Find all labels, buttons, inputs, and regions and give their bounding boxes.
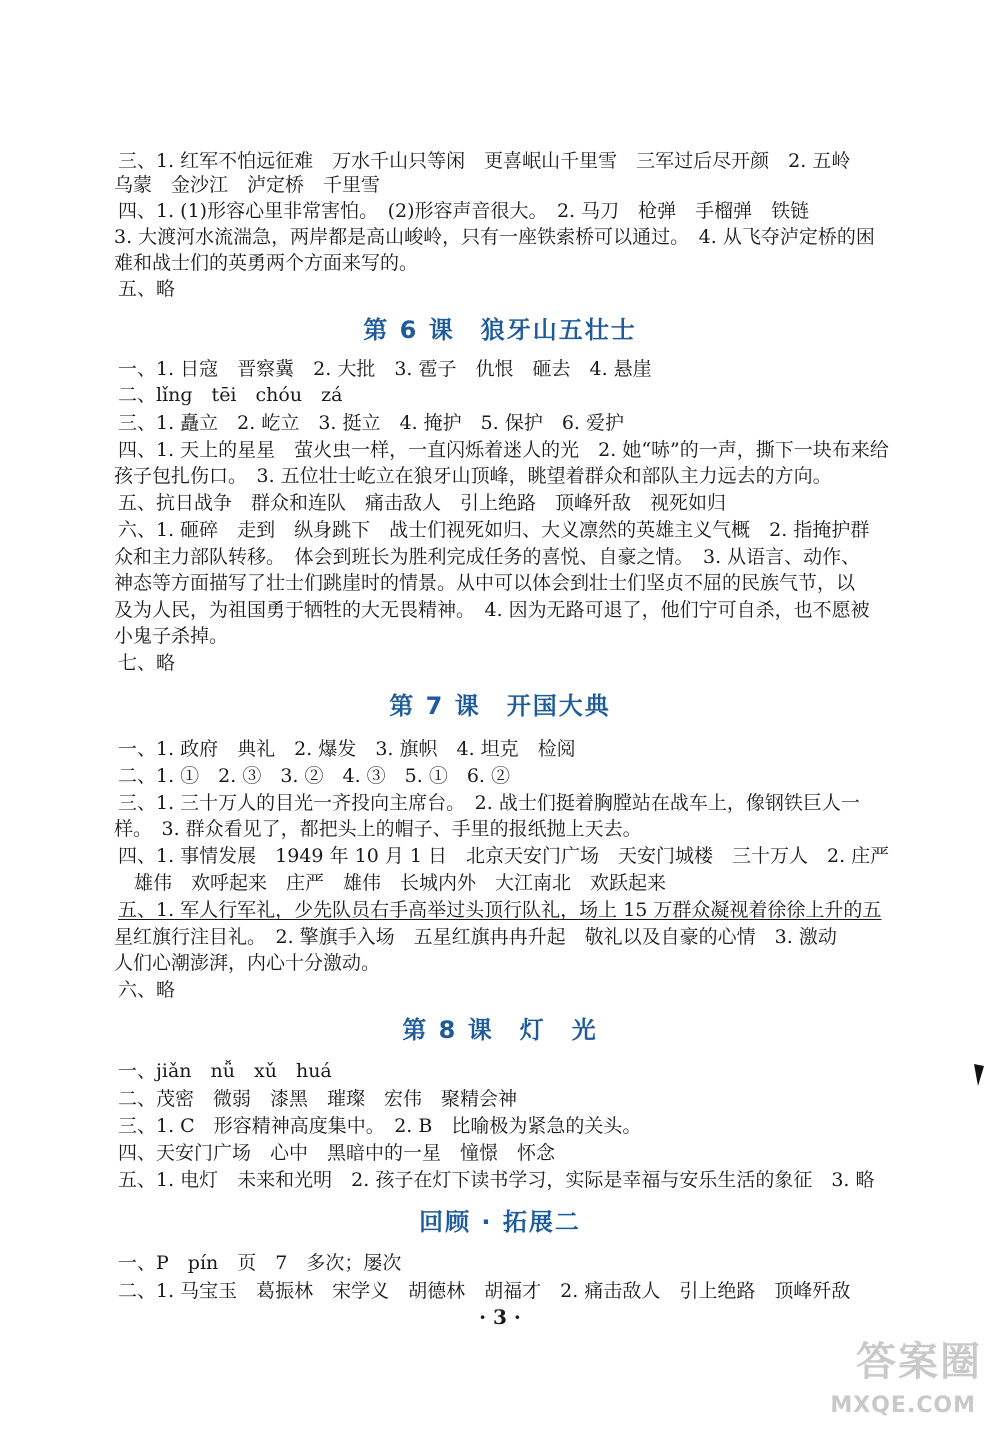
- answer-line: 三、1. 红军不怕远征难 万水千山只等闲 更喜岷山千里雪 三军过后尽开颜 2. 五岭: [118, 150, 851, 172]
- answer-line: 神态等方面描写了壮士们跳崖时的情景。从中可以体会到壮士们坚贞不屈的民族气节，以: [114, 572, 856, 594]
- answer-line: 六、略: [118, 979, 176, 1001]
- answer-line: 一、1. 日寇 晋察冀 2. 大批 3. 雹子 仇恨 砸去 4. 悬崖: [118, 358, 652, 380]
- answer-line: 一、P pín 页 7 多次；屡次: [118, 1252, 402, 1274]
- answer-line: 孩子包扎伤口。 3. 五位壮士屹立在狼牙山顶峰，眺望着群众和部队主力远去的方向。: [114, 465, 832, 487]
- answer-line: 二、lǐnɡ tēi chóu zá: [118, 384, 343, 406]
- answer-line: 一、jiǎn nǚ xǔ huá: [118, 1060, 332, 1082]
- lesson-7-title: 第 7 课 开国大典: [389, 692, 611, 720]
- answer-line: 样。 3. 群众看见了，都把头上的帽子、手里的报纸抛上天去。: [114, 818, 642, 840]
- page-number: · 3 ·: [479, 1305, 521, 1329]
- watermark-text: 答案圈: [856, 1339, 982, 1385]
- answer-line: 四、1. 事情发展 1949 年 10 月 1 日 北京天安门广场 天安门城楼 三十万人 2. 庄严: [118, 845, 890, 867]
- answer-line: 3. 大渡河水流湍急，两岸都是高山峻岭，只有一座铁索桥可以通过。 4. 从飞夺泸定桥的困: [114, 226, 875, 248]
- answer-line: 五、略: [118, 278, 176, 300]
- lesson-6-title: 第 6 课 狼牙山五壮士: [363, 316, 637, 344]
- answer-line: 四、1. 天上的星星 萤火虫一样，一直闪烁着迷人的光 2. 她“哧”的一声，撕下一块布来给: [118, 439, 889, 461]
- answer-line: 四、天安门广场 心中 黑暗中的一星 憧憬 怀念: [118, 1142, 556, 1164]
- answer-line: 五、抗日战争 群众和连队 痛击敌人 引上绝路 顶峰歼敌 视死如归: [118, 492, 727, 514]
- answer-line: 乌蒙 金沙江 泸定桥 千里雪: [114, 174, 381, 196]
- watermark-logo: [812, 1330, 982, 1420]
- answer-line: 及为人民，为祖国勇于牺牲的大无畏精神。 4. 因为无路可退了，他们宁可自杀，也不愿被: [114, 599, 870, 621]
- watermark-url: MXQE.COM: [830, 1393, 976, 1418]
- answer-line: 三、1. C 形容精神高度集中。 2. B 比喻极为紧急的关头。: [118, 1115, 642, 1137]
- answer-line: 三、1. 三十万人的目光一齐投向主席台。 2. 战士们挺着胸膛站在战车上，像钢铁巨人一: [118, 792, 860, 814]
- answer-line: 二、1. ① 2. ③ 3. ② 4. ③ 5. ① 6. ②: [118, 765, 511, 787]
- answer-line: 人们心潮澎湃，内心十分激动。: [114, 952, 381, 974]
- answer-line: 二、1. 马宝玉 葛振林 宋学义 胡德林 胡福才 2. 痛击敌人 引上绝路 顶峰歼敌: [118, 1280, 851, 1302]
- answer-line: 四、1. (1)形容心里非常害怕。 (2)形容声音很大。 2. 马刀 枪弹 手榴弹 铁链: [118, 200, 810, 222]
- ink-mark-icon: [972, 1062, 986, 1088]
- answer-line: 六、1. 砸碎 走到 纵身跳下 战士们视死如归、大义凛然的英雄主义气概 2. 指掩护群: [118, 519, 870, 541]
- answer-line: 星红旗行注目礼。 2. 擎旗手入场 五星红旗冉冉升起 敬礼以及自豪的心情 3. 激动: [114, 926, 837, 948]
- lesson-8-title: 第 8 课 灯 光: [402, 1016, 598, 1044]
- answer-line: 五、1. 电灯 未来和光明 2. 孩子在灯下读书学习，实际是幸福与安乐生活的象征 3. 略: [118, 1169, 875, 1191]
- answer-line: 难和战士们的英勇两个方面来写的。: [114, 252, 419, 274]
- answer-line: 小鬼子杀掉。: [114, 625, 229, 647]
- review-2-title: 回顾 · 拓展二: [419, 1208, 581, 1236]
- answer-line: 一、1. 政府 典礼 2. 爆发 3. 旗帜 4. 坦克 检阅: [118, 738, 576, 760]
- answer-line: 众和主力部队转移。 体会到班长为胜利完成任务的喜悦、自豪之情。 3. 从语言、动作、: [114, 546, 861, 568]
- answer-line: 七、略: [118, 652, 176, 674]
- answer-line: 二、茂密 微弱 漆黑 璀璨 宏伟 聚精会神: [118, 1088, 518, 1110]
- answer-line: 五、1. 军人行军礼，少先队员右手高举过头顶行队礼，场上 15 万群众凝视着徐徐上升的五: [118, 899, 882, 921]
- answer-line: 雄伟 欢呼起来 庄严 雄伟 长城内外 大江南北 欢跃起来: [134, 872, 667, 894]
- answer-line: 三、1. 矗立 2. 屹立 3. 挺立 4. 掩护 5. 保护 6. 爱护: [118, 412, 625, 434]
